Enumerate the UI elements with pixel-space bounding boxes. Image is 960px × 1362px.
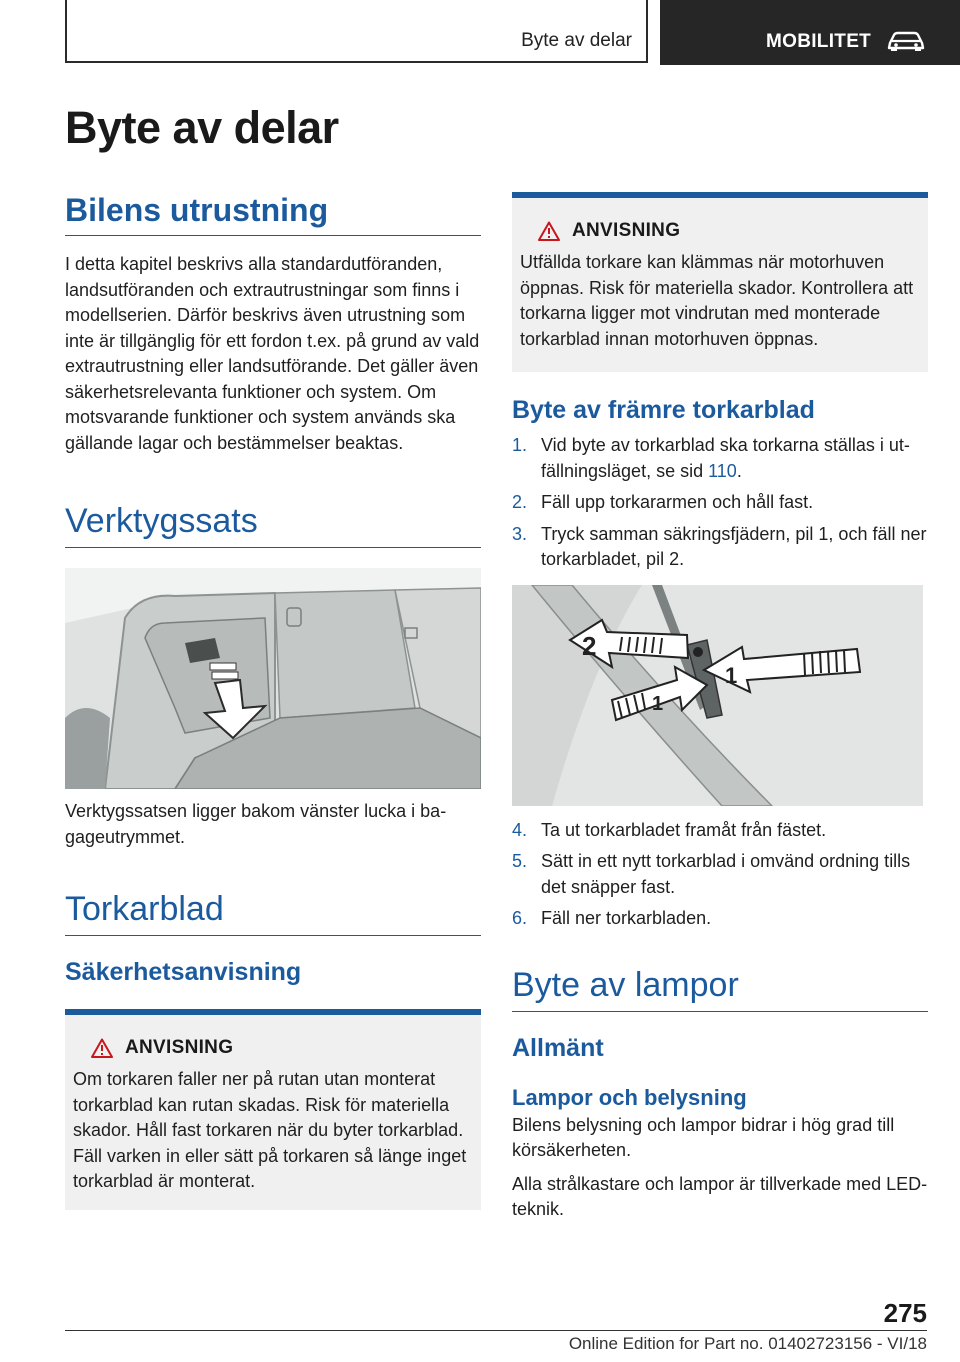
heading-wipers: Torkarblad: [65, 890, 481, 936]
trunk-illustration: [65, 568, 481, 789]
heading-toolkit: Verktygssats: [65, 502, 481, 548]
lamps-text-2: Alla strålkastare och lampor är tillverkade med LED-teknik.: [512, 1173, 928, 1219]
wiper-figure: [512, 585, 923, 806]
footer-edition: Online Edition for Part no. 01402723156 - VI/18: [568, 1334, 927, 1353]
page-reference-link[interactable]: 110: [708, 460, 737, 481]
heading-lamps: Byte av lampor: [512, 966, 928, 1012]
heading-safety: Säkerhetsanvisning: [65, 958, 302, 986]
wiper-illustration: [512, 585, 923, 806]
list-item: [512, 433, 928, 484]
notice-text: Om torkaren faller ner på rutan utan monterat torkarblad kan rutan skadas. Risk för materiella skador. Håll fast torkaren när du byter torkarblad. Fäll varken in eller sätt på torkaren så länge inget torkarblad är monterat.: [73, 1069, 467, 1191]
header-section-title: Byte av delar: [521, 30, 632, 51]
heading-front-wiper: Byte av främre torkarblad: [512, 396, 815, 424]
list-item: [512, 849, 928, 900]
list-item: [512, 818, 928, 844]
heading-equipment: Bilens utrustning: [65, 192, 481, 236]
header-chapter-tab: [660, 0, 960, 65]
notice-box-hood: [512, 192, 928, 372]
step-text: Tryck samman säkringsfjädern, pil 1, och fäll ner torkarbladet, pil 2.: [541, 523, 927, 569]
step-text: Sätt in ett nytt torkarblad i omvänd ordning tills det snäpper fast.: [541, 851, 911, 897]
page-title: Byte av delar: [65, 102, 339, 153]
notice-title: ANVISNING: [125, 1037, 234, 1058]
left-column: [65, 192, 481, 1210]
car-icon: [886, 30, 926, 52]
heading-general: Allmänt: [512, 1033, 604, 1062]
arrow-1-label: 1: [725, 662, 738, 688]
step-text: Fäll ner torkarbladen.: [541, 908, 712, 928]
steps-list-a: [512, 433, 928, 573]
list-item: [512, 522, 928, 573]
list-item: [512, 490, 928, 516]
step-number: 2.: [512, 492, 528, 512]
page-number: 275: [883, 1298, 927, 1328]
step-number: 5.: [512, 851, 528, 871]
steps-list-b: [512, 818, 928, 932]
notice-title: ANVISNING: [572, 220, 681, 241]
right-column: [512, 192, 928, 1223]
step-text: Fäll upp torkararmen och håll fast.: [541, 492, 814, 512]
heading-lighting: Lampor och belysning: [512, 1084, 747, 1110]
step-number: 1.: [512, 435, 528, 455]
notice-header: [538, 220, 918, 242]
toolkit-figure: [65, 568, 481, 789]
warning-icon: [91, 1038, 113, 1058]
header-chapter-label: MOBILITET: [766, 31, 872, 52]
warning-icon: [538, 221, 560, 241]
notice-text: Utfällda torkare kan klämmas när motorhuven öppnas. Risk för materiella skador. Kontrollera att torkarna ligger mot vindrutan med monterade torkarblad innan motorhuven öppnas.: [520, 252, 914, 349]
step-text: Vid byte av torkarblad ska torkarna ställas i utfällningsläget, se sid 110.: [541, 435, 910, 481]
step-number: 4.: [512, 819, 528, 840]
toolkit-caption: Verktygssatsen ligger bakom vänster lucka i bagageutrymmet.: [65, 801, 447, 847]
step-number: 3.: [512, 523, 528, 544]
lamps-text-1: Bilens belysning och lampor bidrar i hög grad till körsäkerheten.: [512, 1114, 895, 1160]
notice-box-wiper: [65, 1009, 481, 1210]
footer-divider: [65, 1330, 927, 1331]
step-number: 6.: [512, 908, 528, 928]
arrow-2-label: 2: [582, 630, 597, 661]
step-text: Ta ut torkarbladet framåt från fästet.: [541, 819, 827, 840]
equipment-text: I detta kapitel beskrivs alla standardutföranden, landsutföranden och extrautrustningar som finns i modellserien. Därför beskrivs även utrustning som inte är tillgänglig för ett fordon t.ex. på grund av vald extrautrustning eller landsutförande. Det gäller även säkerhetsrelevanta funktioner och system. Om motsvarande funktioner och system används ska gällande lagar och bestämmelser beaktas.: [65, 254, 480, 453]
notice-header: [91, 1037, 471, 1059]
arrow-1b-label: 1: [652, 692, 664, 715]
list-item: [512, 906, 928, 932]
